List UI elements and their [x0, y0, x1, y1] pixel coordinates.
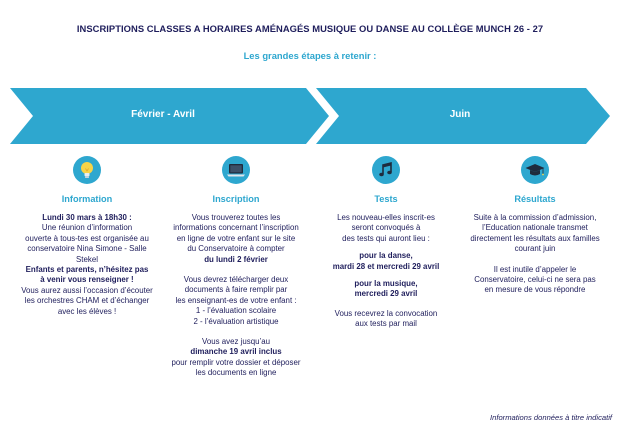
resultats-text: Suite à la commission d’admission, l’Education nationale transmet directement les résultats aux familles courant juin Il est inutile d’appeler le Conservatoire, celui-ci ne sera pas en mesure de vous répondre [470, 213, 600, 295]
period-label-june: Juin [449, 109, 471, 120]
page-title: INSCRIPTIONS CLASSES A HORAIRES AMÉNAGÉS MUSIQUE OU DANSE AU COLLÈGE MUNCH 26 - 27 [76, 23, 544, 34]
inscription-text: Vous trouverez toutes les informations concernant l’inscription en ligne de votre enfant sur le site du Conservatoire à compter du lundi 2 février Vous devrez télécharger deux documents à faire remplir par les enseignant-es de votre enfant : 1 - l’évaluation scolaire 2 - l’évaluation artistique Vous avez jusqu’au dimanche 19 avril inclus pour remplir votre dossier et déposer les documents en ligne [171, 213, 301, 378]
disclaimer-footnote: Informations données à titre indicatif [490, 413, 612, 422]
tests-text: Les nouveau-elles inscrit-es seront convoqués à des tests qui auront lieu : pour la danse, mardi 28 et mercredi 29 avril pour la musique, mercredi 29 avril Vous recevrez la convocation aux tests par mail [332, 213, 440, 329]
graduation-cap-icon [521, 156, 549, 184]
laptop-icon [222, 156, 250, 184]
column-title-tests: Tests [374, 194, 398, 204]
column-title-information: Information [61, 194, 113, 204]
music-note-icon [372, 156, 400, 184]
period-label-feb-apr: Février - Avril [131, 109, 195, 120]
page-subtitle: Les grandes étapes à retenir : [243, 50, 377, 61]
column-title-resultats: Résultats [514, 194, 556, 204]
lightbulb-icon [73, 156, 101, 184]
column-title-inscription: Inscription [212, 194, 260, 204]
information-text: Lundi 30 mars à 18h30 : Une réunion d’information ouverte à tous-tes est organisée au conservatoire Nina Simone - Salle Stekel Enfants et parents, n’hésitez pas à venir vous renseigner ! Vous aurez aussi l’occasion d’écouter les orchestres CHAM et d’échanger avec les élèves ! [21, 213, 153, 316]
